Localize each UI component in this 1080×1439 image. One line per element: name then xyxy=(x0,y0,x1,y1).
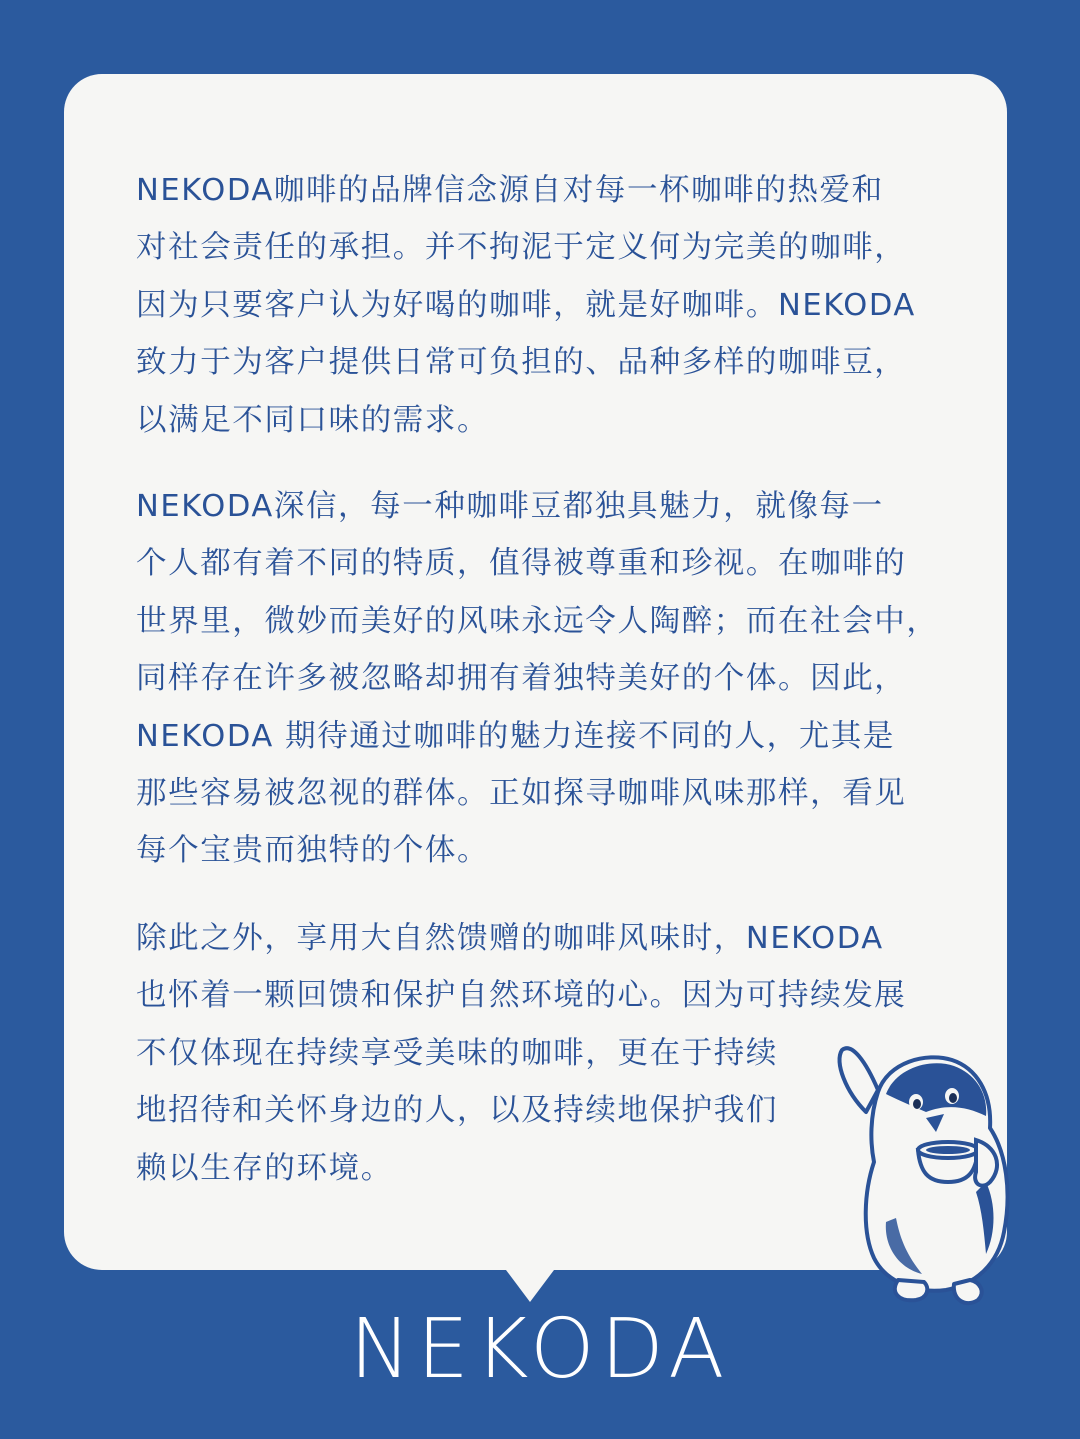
text-line: 因为只要客户认为好喝的咖啡，就是好咖啡。NEKODA xyxy=(136,287,916,323)
penguin-with-coffee-cup-icon xyxy=(826,1032,1026,1312)
text-line: 地招待和关怀身边的人，以及持续地保护我们 xyxy=(136,1093,778,1129)
text-line: NEKODA咖啡的品牌信念源自对每一杯咖啡的热爱和 xyxy=(136,173,884,208)
paragraph-brand-belief xyxy=(136,162,916,449)
text-line: 以满足不同口味的需求。 xyxy=(136,402,490,438)
text-line: 赖以生存的环境。 xyxy=(136,1150,393,1186)
text-line: 致力于为客户提供日常可负担的、品种多样的咖啡豆， xyxy=(136,345,907,381)
text-line: 同样存在许多被忽略却拥有着独特美好的个体。因此， xyxy=(136,661,907,697)
text-line: 也怀着一颗回馈和保护自然环境的心。因为可持续发展 xyxy=(136,978,907,1014)
text-line: NEKODA 期待通过咖啡的魅力连接不同的人，尤其是 xyxy=(136,718,896,754)
text-line: 除此之外，享用大自然馈赠的咖啡风味时，NEKODA xyxy=(136,921,884,956)
brand-logo: NEKODA xyxy=(349,1302,731,1397)
text-line: NEKODA深信，每一种咖啡豆都独具魅力，就像每一 xyxy=(136,489,884,524)
text-line: 个人都有着不同的特质，值得被尊重和珍视。在咖啡的 xyxy=(136,546,907,582)
paragraph-every-bean xyxy=(136,478,939,880)
text-line: 不仅体现在持续享受美味的咖啡，更在于持续 xyxy=(136,1035,778,1071)
text-line: 对社会责任的承担。并不拘泥于定义何为完美的咖啡， xyxy=(136,230,907,266)
text-line: 世界里，微妙而美好的风味永远令人陶醉；而在社会中， xyxy=(136,603,939,639)
paragraph-sustainability xyxy=(136,910,906,1197)
speech-bubble-tail xyxy=(503,1266,557,1302)
text-line: 那些容易被忽视的群体。正如探寻咖啡风味那样，看见 xyxy=(136,775,907,811)
text-line: 每个宝贵而独特的个体。 xyxy=(136,833,490,869)
